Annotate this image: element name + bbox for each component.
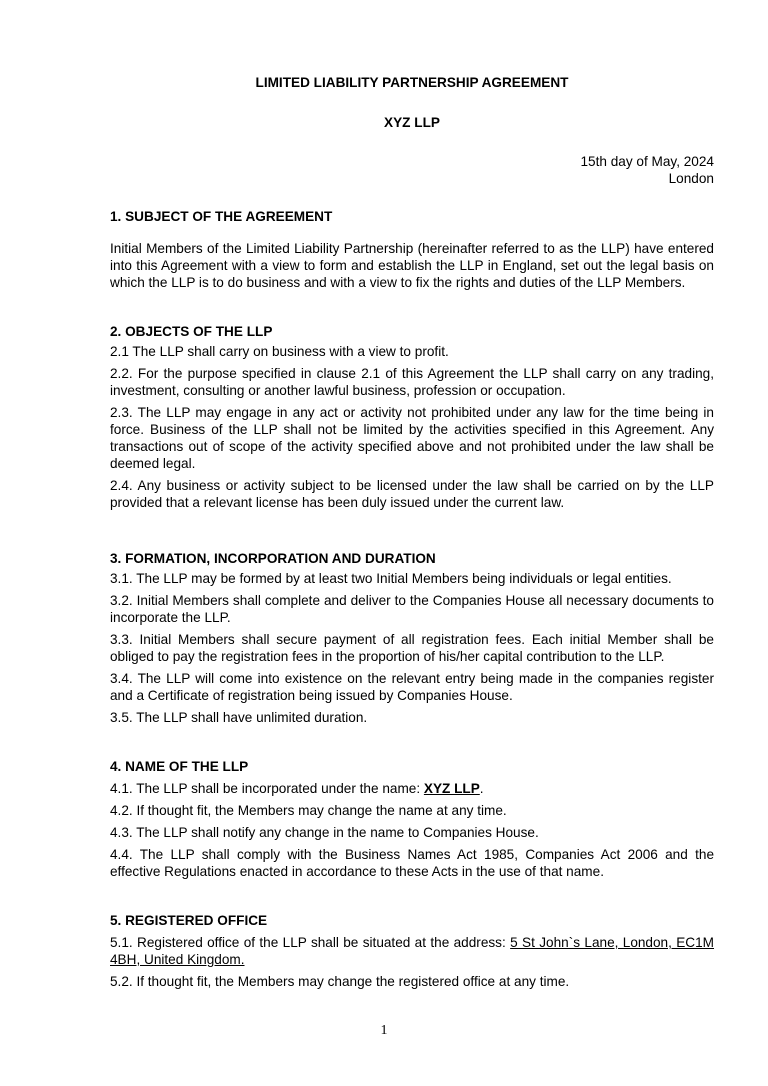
clause-3-4: 3.4. The LLP will come into existence on the relevant entry being made in the companies register and a Certificate of registration being issued by Companies House. [110,671,714,703]
page-content [110,74,714,990]
page-number: 1 [380,1023,388,1038]
section-5-heading: 5. REGISTERED OFFICE [110,913,268,928]
clause-4-1-text: 4.1. The LLP shall be incorporated under the name: [110,781,424,796]
clause-5-2: 5.2. If thought fit, the Members may change the registered office at any time. [110,974,570,989]
section-4-heading: 4. NAME OF THE LLP [110,759,249,774]
clause-3-1: 3.1. The LLP may be formed by at least two Initial Members being individuals or legal entities. [110,571,672,586]
clause-2-3: 2.3. The LLP may engage in any act or activity not prohibited under any law for the time being in force. Business of the LLP shall not be limited by the activities specified in this Agreement. Any transactions out of scope of the activity specified above and not prohibited under the law shall be deemed legal. [110,405,714,471]
section-1-paragraph: Initial Members of the Limited Liability Partnership (hereinafter referred to as the LLP) have entered into this Agreement with a view to form and establish the LLP in England, set out the legal basis on which the LLP is to do business and with a view to fix the rights and duties of the LLP Members. [110,241,714,290]
clause-3-3: 3.3. Initial Members shall secure payment of all registration fees. Each initial Member shall be obliged to pay the registration fees in the proportion of his/her capital contribution to the LLP. [110,632,714,664]
clause-5-1-text: 5.1. Registered office of the LLP shall be situated at the address: [110,935,511,950]
section-3-heading: 3. FORMATION, INCORPORATION AND DURATION [110,551,436,566]
document-subtitle: XYZ LLP [384,115,440,130]
clause-3-2: 3.2. Initial Members shall complete and deliver to the Companies House all necessary documents to incorporate the LLP. [110,593,714,625]
date-place-block [110,153,714,187]
document-title: LIMITED LIABILITY PARTNERSHIP AGREEMENT [255,75,569,90]
clause-3-5: 3.5. The LLP shall have unlimited duration. [110,710,368,725]
clause-4-4: 4.4. The LLP shall comply with the Business Names Act 1985, Companies Act 2006 and the effective Regulations enacted in accordance to these Acts in the use of that name. [110,847,714,879]
clause-4-1-end: . [479,781,484,796]
clause-2-2: 2.2. For the purpose specified in clause 2.1 of this Agreement the LLP shall carry on any trading, investment, consulting or another lawful business, profession or occupation. [110,366,714,398]
clause-2-1: 2.1 The LLP shall carry on business with a view to profit. [110,344,449,359]
clause-2-4: 2.4. Any business or activity subject to be licensed under the law shall be carried on by the LLP provided that a relevant license has been duly issued under the current law. [110,478,714,510]
clause-4-2: 4.2. If thought fit, the Members may change the name at any time. [110,803,507,818]
document-place: London [668,171,714,186]
registered-address: 5 St John`s Lane, London, EC1M 4BH, United Kingdom. [110,935,715,967]
llp-name: XYZ LLP [423,781,480,796]
clause-4-1 [110,780,714,797]
clause-4-3: 4.3. The LLP shall notify any change in the name to Companies House. [110,825,539,840]
clause-5-1 [110,934,714,968]
document-date: 15th day of May, 2024 [580,154,714,169]
section-1-heading: 1. SUBJECT OF THE AGREEMENT [110,209,333,224]
section-2-heading: 2. OBJECTS OF THE LLP [110,324,273,339]
